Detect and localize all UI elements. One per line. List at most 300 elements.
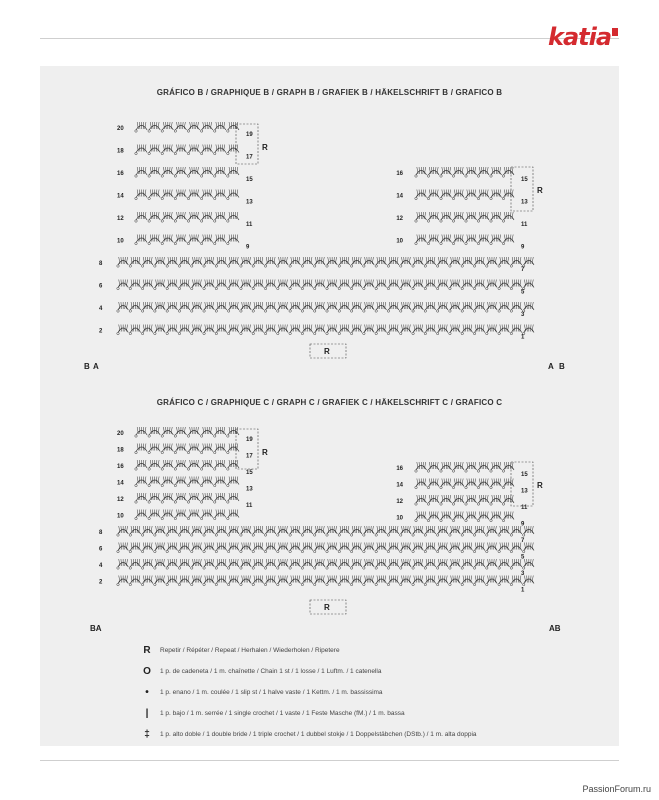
chain-stitch [338, 583, 340, 585]
stitch-stroke [485, 190, 486, 197]
chain-stitch [461, 550, 463, 552]
stitch-stroke [507, 462, 508, 469]
stitch-stroke [527, 280, 528, 287]
stitch-stroke [506, 325, 507, 332]
chain-stitch [510, 332, 512, 334]
chain-stitch [400, 567, 402, 569]
chain-stitch [338, 310, 340, 312]
stitch-stroke [457, 526, 458, 533]
chain-stitch [486, 287, 488, 289]
stitch-stroke [432, 302, 433, 309]
stitch-stroke [460, 495, 461, 502]
stitch-stroke [166, 510, 167, 517]
chain-stitch [141, 287, 143, 289]
chain-stitch [523, 583, 525, 585]
stitch-stroke [309, 526, 310, 533]
row-label: 8 [99, 261, 103, 267]
stitch-stroke [209, 493, 210, 500]
stitch-stroke [383, 559, 384, 566]
stitch-stroke [182, 302, 183, 309]
stitch-stroke [305, 257, 306, 264]
chain-stitch-icon: O [143, 666, 151, 677]
stitch-stroke [222, 493, 223, 500]
graph-c-title: GRÁFICO C / GRAPHIQUE C / GRAPH C / GRAFIEK C / HÄKELSCHRIFT C / GRAFICO C [156, 398, 503, 407]
stitch-stroke [235, 212, 236, 219]
chain-stitch [187, 451, 189, 453]
chain-stitch [502, 220, 504, 222]
stitch-stroke [218, 145, 219, 152]
stitch-stroke [453, 559, 454, 566]
stitch-stroke [355, 280, 356, 287]
stitch-stroke [494, 325, 495, 332]
chain-stitch [427, 503, 429, 505]
stitch-stroke [281, 543, 282, 550]
chain-stitch [326, 332, 328, 334]
stitch-stroke [391, 576, 392, 583]
stitch-stroke [170, 325, 171, 332]
chain-stitch [452, 519, 454, 521]
stitch-stroke [222, 460, 223, 467]
stitch-stroke [494, 495, 495, 502]
chain-stitch [461, 332, 463, 334]
stitch-stroke [121, 280, 122, 287]
stitch-stroke [518, 257, 519, 264]
stitch-row [415, 212, 514, 222]
chain-stitch [154, 287, 156, 289]
stitch-stroke [183, 510, 184, 517]
stitch-stroke [485, 212, 486, 219]
chain-stitch [135, 501, 137, 503]
chain-stitch [314, 534, 316, 536]
stitch-stroke [371, 325, 372, 332]
stitch-stroke [448, 167, 449, 174]
chain-stitch [350, 567, 352, 569]
stitch-stroke [183, 167, 184, 174]
chain-stitch [452, 220, 454, 222]
stitch-stroke [169, 122, 170, 129]
repeat-mark: R [324, 603, 330, 612]
stitch-stroke [179, 510, 180, 517]
stitch-stroke [143, 493, 144, 500]
stitch-row [135, 167, 239, 177]
stitch-stroke [218, 510, 219, 517]
chain-stitch [338, 287, 340, 289]
stitch-stroke [514, 302, 515, 309]
chain-stitch [215, 310, 217, 312]
chain-stitch [200, 152, 202, 154]
chain-stitch [498, 567, 500, 569]
stitch-stroke [183, 145, 184, 152]
stitch-stroke [506, 280, 507, 287]
stitch-stroke [219, 257, 220, 264]
stitch-stroke [182, 526, 183, 533]
stitch-stroke [309, 280, 310, 287]
stitch-stroke [507, 190, 508, 197]
chain-stitch [214, 451, 216, 453]
chain-stitch [200, 451, 202, 453]
row-label: 8 [99, 530, 103, 536]
stitch-stroke [196, 212, 197, 219]
stitch-stroke [156, 493, 157, 500]
chain-stitch [174, 130, 176, 132]
chain-stitch [191, 550, 193, 552]
stitch-stroke [169, 212, 170, 219]
stitch-stroke [218, 493, 219, 500]
legend-item [140, 724, 600, 745]
stitch-stroke [355, 543, 356, 550]
chain-stitch [129, 310, 131, 312]
chain-stitch [415, 175, 417, 177]
stitch-stroke [527, 559, 528, 566]
chain-stitch [161, 484, 163, 486]
stitch-stroke [209, 122, 210, 129]
stitch-stroke [219, 576, 220, 583]
stitch-stroke [453, 302, 454, 309]
stitch-stroke [222, 167, 223, 174]
stitch-stroke [209, 167, 210, 174]
stitch-stroke [342, 280, 343, 287]
stitch-stroke [404, 257, 405, 264]
stitch-stroke [156, 145, 157, 152]
stitch-stroke [371, 559, 372, 566]
stitch-stroke [506, 576, 507, 583]
stitch-stroke [285, 257, 286, 264]
chain-stitch [412, 287, 414, 289]
stitch-stroke [318, 302, 319, 309]
stitch-stroke [419, 512, 420, 519]
stitch-stroke [469, 302, 470, 309]
stitch-stroke [432, 325, 433, 332]
stitch-stroke [330, 325, 331, 332]
row-number: 5 [521, 289, 525, 296]
stitch-stroke [379, 325, 380, 332]
chain-stitch [415, 486, 417, 488]
stitch-stroke [281, 302, 282, 309]
stitch-stroke [152, 427, 153, 434]
stitch-stroke [457, 325, 458, 332]
stitch-stroke [527, 325, 528, 332]
stitch-stroke [223, 302, 224, 309]
repeat-icon: R [143, 645, 151, 656]
stitch-stroke [137, 559, 138, 566]
chain-stitch [477, 242, 479, 244]
stitch-stroke [367, 543, 368, 550]
row-number: 3 [521, 571, 525, 577]
stitch-stroke [196, 493, 197, 500]
stitch-stroke [223, 559, 224, 566]
stitch-stroke [137, 302, 138, 309]
stitch-stroke [170, 543, 171, 550]
chain-stitch [490, 175, 492, 177]
chain-stitch [203, 550, 205, 552]
stitch-stroke [285, 559, 286, 566]
stitch-stroke [192, 493, 193, 500]
stitch-stroke [195, 559, 196, 566]
row-label: 18 [117, 148, 124, 155]
stitch-stroke [219, 559, 220, 566]
stitch-stroke [419, 479, 420, 486]
stitch-stroke [506, 526, 507, 533]
stitch-stroke [223, 257, 224, 264]
chain-stitch [187, 435, 189, 437]
stitch-stroke [367, 526, 368, 533]
stitch-stroke [139, 235, 140, 242]
stitch-stroke [428, 325, 429, 332]
stitch-stroke [199, 325, 200, 332]
chain-stitch [117, 287, 119, 289]
chain-stitch [477, 175, 479, 177]
stitch-stroke [334, 543, 335, 550]
chain-stitch [129, 332, 131, 334]
stitch-stroke [494, 512, 495, 519]
stitch-stroke [305, 543, 306, 550]
chain-stitch [490, 519, 492, 521]
stitch-stroke [166, 427, 167, 434]
chain-stitch [400, 265, 402, 267]
stitch-stroke [453, 280, 454, 287]
chain-stitch [214, 130, 216, 132]
stitch-stroke [321, 526, 322, 533]
stitch-stroke [209, 510, 210, 517]
stitch-stroke [152, 190, 153, 197]
chain-stitch [490, 486, 492, 488]
stitch-stroke [209, 145, 210, 152]
chain-stitch [477, 470, 479, 472]
stitch-stroke [465, 302, 466, 309]
chain-stitch [510, 583, 512, 585]
stitch-row [415, 190, 514, 200]
chain-stitch [200, 175, 202, 177]
stitch-stroke [404, 280, 405, 287]
stitch-stroke [358, 257, 359, 264]
stitch-stroke [207, 543, 208, 550]
stitch-stroke [507, 512, 508, 519]
stitch-stroke [285, 526, 286, 533]
chain-stitch [148, 435, 150, 437]
stitch-stroke [457, 302, 458, 309]
chain-stitch [264, 567, 266, 569]
stitch-stroke [183, 235, 184, 242]
stitch-stroke [321, 543, 322, 550]
stitch-stroke [435, 495, 436, 502]
stitch-stroke [530, 257, 531, 264]
stitch-stroke [121, 325, 122, 332]
chain-stitch [214, 175, 216, 177]
stitch-stroke [146, 559, 147, 566]
stitch-stroke [432, 257, 433, 264]
stitch-stroke [256, 543, 257, 550]
stitch-stroke [219, 526, 220, 533]
chain-stitch [440, 242, 442, 244]
chain-stitch [174, 197, 176, 199]
chain-stitch [387, 567, 389, 569]
stitch-stroke [195, 543, 196, 550]
chain-stitch [154, 534, 156, 536]
row-number: 11 [521, 222, 528, 228]
stitch-stroke [149, 280, 150, 287]
stitch-stroke [498, 235, 499, 242]
stitch-stroke [207, 325, 208, 332]
chain-stitch [227, 468, 229, 470]
chain-stitch [135, 484, 137, 486]
chain-stitch [498, 583, 500, 585]
chain-stitch [187, 484, 189, 486]
stitch-stroke [309, 257, 310, 264]
stitch-stroke [432, 190, 433, 197]
stitch-stroke [195, 257, 196, 264]
row-number: 11 [246, 503, 253, 509]
slip-stitch-icon: • [145, 687, 149, 698]
chain-stitch [252, 310, 254, 312]
stitch-stroke [162, 543, 163, 550]
stitch-stroke [179, 212, 180, 219]
stitch-stroke [379, 302, 380, 309]
stitch-stroke [235, 302, 236, 309]
chain-stitch [187, 468, 189, 470]
row-label: 14 [396, 482, 403, 489]
chain-stitch [148, 501, 150, 503]
stitch-stroke [514, 280, 515, 287]
chain-stitch [375, 332, 377, 334]
stitch-stroke [231, 510, 232, 517]
chain-stitch [203, 332, 205, 334]
stitch-stroke [121, 302, 122, 309]
stitch-stroke [133, 559, 134, 566]
chain-stitch [461, 567, 463, 569]
chain-stitch [252, 332, 254, 334]
chain-stitch [498, 332, 500, 334]
chain-stitch [452, 242, 454, 244]
row-number: 15 [246, 177, 253, 183]
stitch-stroke [297, 280, 298, 287]
stitch-stroke [444, 257, 445, 264]
chain-stitch [473, 567, 475, 569]
stitch-stroke [321, 559, 322, 566]
chain-stitch [174, 468, 176, 470]
chain-stitch [166, 534, 168, 536]
chain-stitch [301, 550, 303, 552]
stitch-stroke [196, 167, 197, 174]
chain-stitch [240, 550, 242, 552]
stitch-stroke [152, 477, 153, 484]
row-label: 6 [99, 546, 103, 553]
stitch-stroke [448, 462, 449, 469]
stitch-stroke [222, 122, 223, 129]
stitch-stroke [174, 325, 175, 332]
stitch-stroke [222, 444, 223, 451]
chain-stitch [412, 332, 414, 334]
stitch-stroke [211, 257, 212, 264]
stitch-stroke [183, 460, 184, 467]
bottom-label: B [84, 362, 90, 371]
chain-stitch [215, 287, 217, 289]
stitch-stroke [444, 543, 445, 550]
chain-stitch [465, 503, 467, 505]
stitch-stroke [231, 427, 232, 434]
chain-stitch [338, 550, 340, 552]
chain-stitch [523, 550, 525, 552]
chain-stitch [427, 519, 429, 521]
stitch-stroke [419, 235, 420, 242]
chain-stitch [412, 550, 414, 552]
stitch-stroke [156, 235, 157, 242]
stitch-stroke [156, 212, 157, 219]
chain-stitch [200, 197, 202, 199]
stitch-stroke [166, 460, 167, 467]
stitch-stroke [248, 280, 249, 287]
stitch-stroke [435, 212, 436, 219]
chain-stitch [264, 332, 266, 334]
chain-stitch [301, 265, 303, 267]
chain-stitch [161, 501, 163, 503]
legend-text: 1 p. bajo / 1 m. serrée / 1 single crochet / 1 vaste / 1 Feste Masche (fM.) / 1 m. bassa [160, 710, 405, 717]
stitch-stroke [485, 167, 486, 174]
chain-stitch [215, 550, 217, 552]
stitch-stroke [182, 543, 183, 550]
stitch-stroke [205, 167, 206, 174]
stitch-stroke [186, 559, 187, 566]
stitch-stroke [143, 190, 144, 197]
stitch-stroke [146, 576, 147, 583]
chain-stitch [412, 310, 414, 312]
stitch-stroke [256, 559, 257, 566]
chain-stitch [174, 517, 176, 519]
stitch-stroke [507, 495, 508, 502]
chain-stitch [498, 287, 500, 289]
chain-stitch [117, 310, 119, 312]
stitch-stroke [498, 212, 499, 219]
stitch-stroke [183, 493, 184, 500]
stitch-stroke [494, 526, 495, 533]
chain-stitch [187, 517, 189, 519]
chain-stitch [203, 534, 205, 536]
chain-stitch [148, 152, 150, 154]
stitch-stroke [162, 559, 163, 566]
stitch-stroke [494, 212, 495, 219]
chain-stitch [227, 451, 229, 453]
stitch-stroke [162, 257, 163, 264]
stitch-stroke [158, 302, 159, 309]
stitch-stroke [281, 576, 282, 583]
chain-stitch [301, 583, 303, 585]
stitch-stroke [494, 257, 495, 264]
stitch-stroke [121, 559, 122, 566]
stitch-stroke [423, 495, 424, 502]
stitch-stroke [158, 543, 159, 550]
chain-stitch [427, 486, 429, 488]
stitch-stroke [494, 479, 495, 486]
stitch-stroke [260, 559, 261, 566]
stitch-stroke [256, 526, 257, 533]
stitch-stroke [143, 145, 144, 152]
stitch-stroke [146, 257, 147, 264]
chain-stitch [277, 265, 279, 267]
stitch-stroke [293, 257, 294, 264]
stitch-stroke [256, 257, 257, 264]
stitch-stroke [192, 444, 193, 451]
stitch-stroke [222, 477, 223, 484]
stitch-stroke [169, 510, 170, 517]
single-crochet-icon: | [145, 708, 149, 719]
chain-stitch [227, 130, 229, 132]
chain-stitch [465, 197, 467, 199]
stitch-stroke [268, 302, 269, 309]
stitch-stroke [205, 493, 206, 500]
chain-stitch [227, 501, 229, 503]
chain-stitch [191, 567, 193, 569]
chain-stitch [203, 287, 205, 289]
chain-stitch [240, 310, 242, 312]
